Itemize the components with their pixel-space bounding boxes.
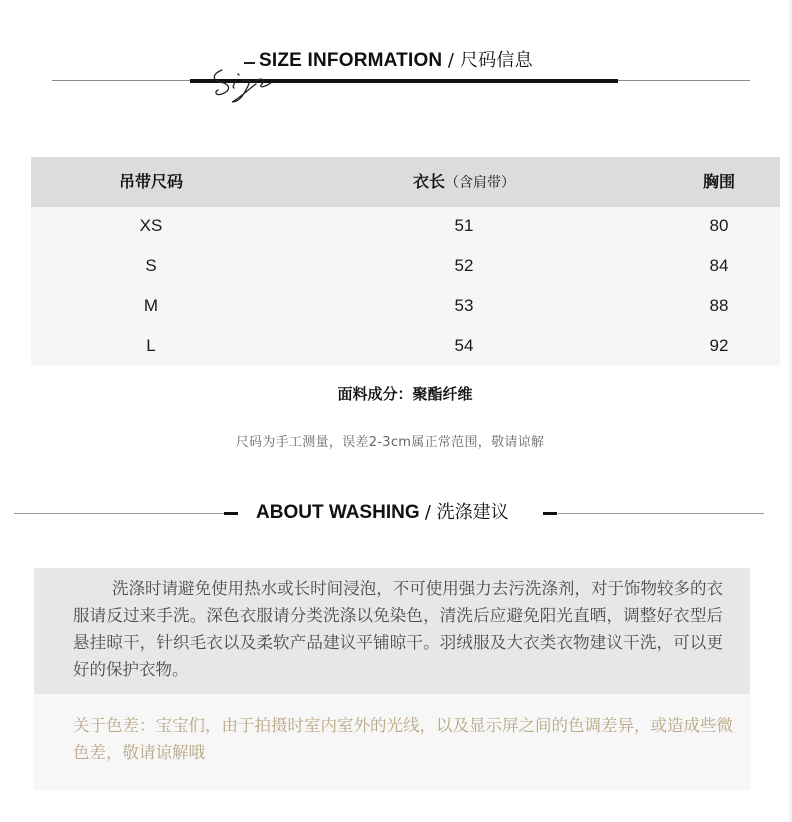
washing-instructions-box [34, 568, 750, 694]
cell-size: XS [139, 216, 163, 235]
color-difference-box [34, 694, 750, 790]
cell-size: S [145, 256, 157, 275]
header-bust: 胸围 [702, 172, 736, 191]
header-dash [244, 62, 255, 64]
header-length-note: （含肩带） [445, 175, 516, 191]
washing-title-en: ABOUT WASHING [256, 502, 420, 523]
cell-bust: 88 [709, 296, 729, 315]
size-table-header [31, 157, 780, 207]
cell-size: L [146, 336, 156, 355]
cell-length: 52 [454, 256, 474, 275]
washing-dash-right [543, 512, 557, 515]
washing-divider-right [558, 513, 764, 514]
washing-instructions-text: 洗涤时请避免使用热水或长时间浸泡，不可使用强力去污洗涤剂，对于饰物较多的衣服请反过来手洗。深色衣服请分类洗涤以免染色，清洗后应避免阳光直晒，调整好衣型后悬挂晾干，针织毛衣以及柔软产品建议平铺晾干。羽绒服及大衣类衣物建议干洗，可以更好的保护衣物。 [73, 579, 723, 679]
cell-length: 53 [454, 296, 474, 315]
header-length [413, 172, 515, 193]
cell-length: 54 [454, 336, 474, 355]
header-size: 吊带尺码 [118, 172, 184, 191]
size-information-header [0, 0, 792, 110]
washing-title [256, 500, 509, 526]
cell-size: M [143, 296, 159, 315]
color-difference-text: 关于色差：宝宝们，由于拍摄时室内室外的光线，以及显示屏之间的色调差异，或造成些微色差，敬请谅解哦 [73, 716, 733, 762]
cell-bust: 80 [709, 216, 729, 235]
size-title-en: SIZE INFORMATION [259, 50, 443, 71]
washing-title-cn: / 洗涤建议 [424, 502, 509, 523]
header-length-label: 衣长 [412, 172, 446, 191]
washing-divider-left [14, 513, 224, 514]
washing-dash-left [224, 512, 238, 515]
size-table [31, 157, 780, 366]
measurement-note: 尺码为手工测量，误差2-3cm属正常范围，敬请谅解 [235, 435, 545, 450]
size-title-cn: / 尺码信息 [447, 50, 533, 71]
cell-length: 51 [454, 216, 474, 235]
size-information-title [259, 48, 533, 74]
fabric-composition: 面料成分：聚酯纤维 [337, 385, 473, 403]
cell-bust: 92 [709, 336, 729, 355]
size-table-body [31, 207, 780, 366]
cell-bust: 84 [709, 256, 729, 275]
